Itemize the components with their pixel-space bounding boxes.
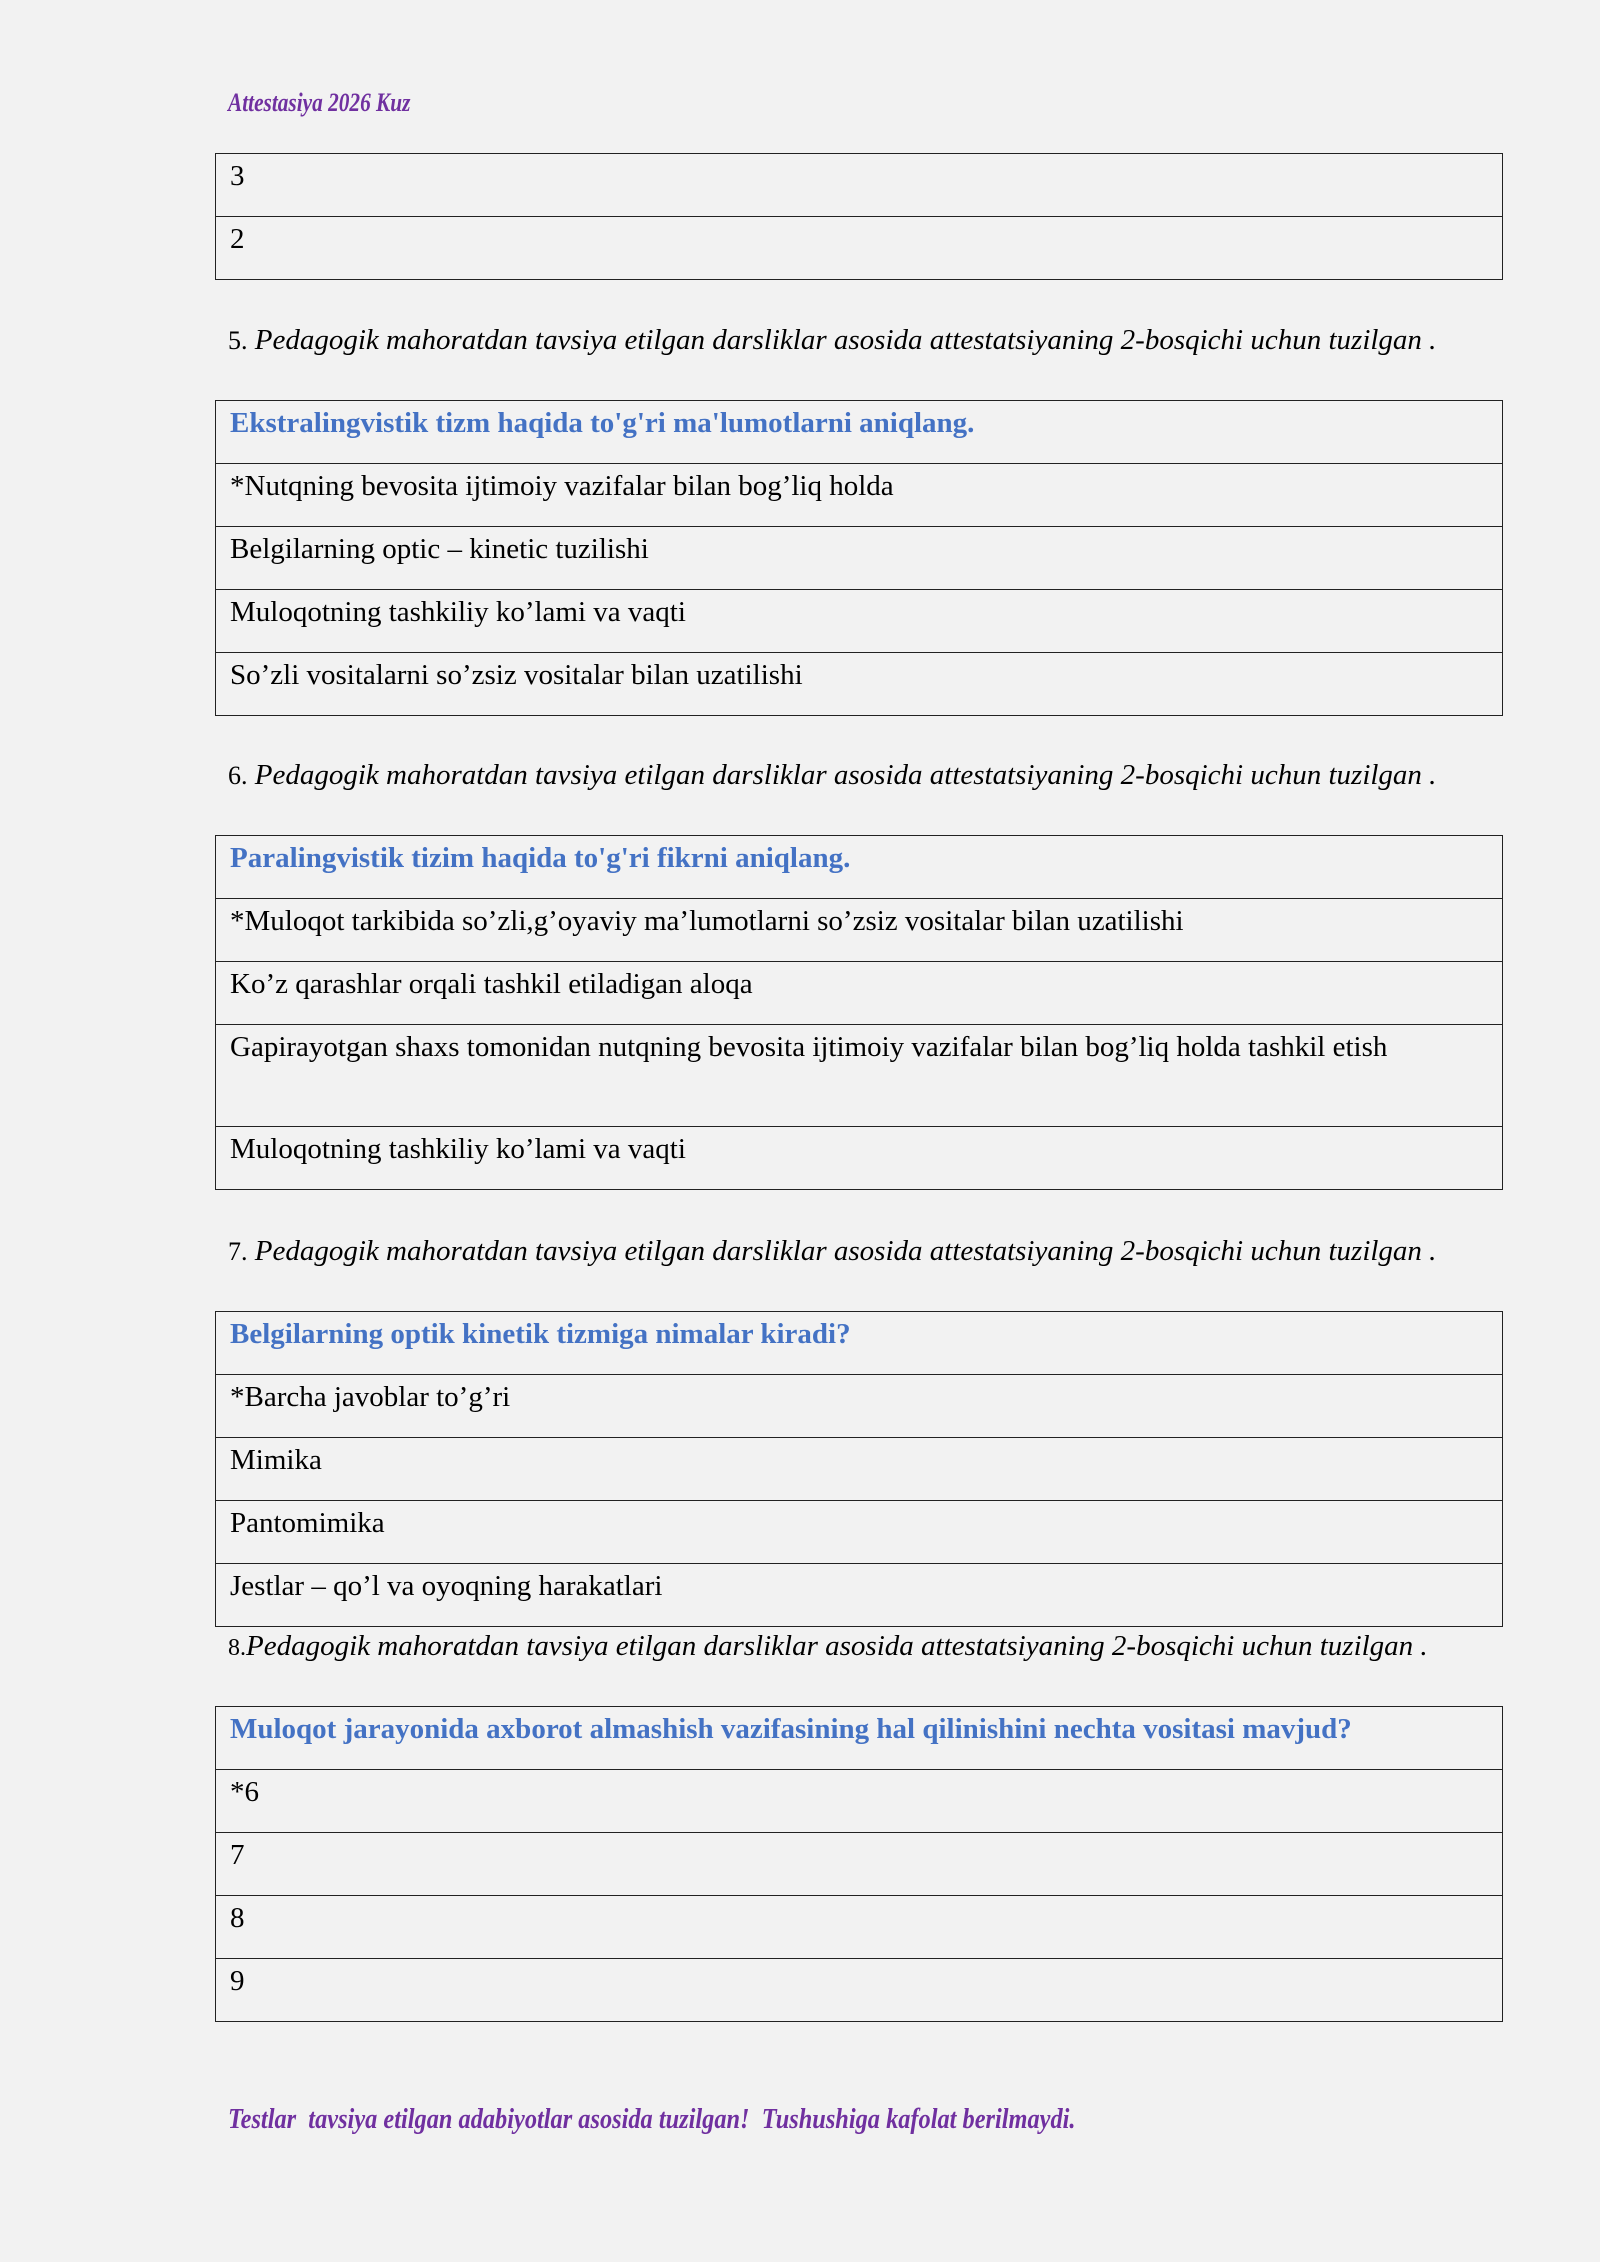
table-row: [216, 653, 1503, 716]
page-header: Attestasiya 2026 Kuz: [228, 88, 411, 117]
question-6-table: [215, 835, 1503, 1190]
table-row: [216, 836, 1503, 899]
answer-option: Ko’z qarashlar orqali tashkil etiladigan aloqa: [216, 962, 1503, 1025]
answer-option: 9: [216, 1959, 1503, 2022]
table-row: [216, 1564, 1503, 1627]
question-7-table: [215, 1311, 1503, 1627]
page-footer: Testlar tavsiya etilgan adabiyotlar asosida tuzilgan! Tushushiga kafolat berilmaydi.: [228, 2103, 1076, 2135]
question-title: Ekstralingvistik tizm haqida to'g'ri ma'lumotlarni aniqlang.: [216, 401, 1503, 464]
table-row: [216, 962, 1503, 1025]
answer-option: 3: [216, 154, 1503, 217]
answer-option: Pantomimika: [216, 1501, 1503, 1564]
table-row: [216, 1375, 1503, 1438]
answer-option: 7: [216, 1833, 1503, 1896]
answer-option: 8: [216, 1896, 1503, 1959]
answer-option: Mimika: [216, 1438, 1503, 1501]
table-row: [216, 1959, 1503, 2022]
previous-question-table: [215, 153, 1503, 280]
question-7-intro: [228, 1231, 1508, 1272]
table-row: [216, 1312, 1503, 1375]
question-title: Paralingvistik tizim haqida to'g'ri fikrni aniqlang.: [216, 836, 1503, 899]
question-title: Belgilarning optik kinetik tizmiga nimalar kiradi?: [216, 1312, 1503, 1375]
question-6-intro: [228, 755, 1508, 796]
question-5-table: [215, 400, 1503, 716]
question-number: 6.: [228, 761, 248, 790]
table-row: [216, 401, 1503, 464]
answer-option: Jestlar – qo’l va oyoqning harakatlari: [216, 1564, 1503, 1627]
answer-option: *6: [216, 1770, 1503, 1833]
table-row: [216, 1127, 1503, 1190]
table-row: [216, 1770, 1503, 1833]
table-row: [216, 1025, 1503, 1127]
answer-option: Muloqotning tashkiliy ko’lami va vaqti: [216, 1127, 1503, 1190]
answer-option: *Barcha javoblar to’g’ri: [216, 1375, 1503, 1438]
answer-option: Belgilarning optic – kinetic tuzilishi: [216, 527, 1503, 590]
question-8-table: [215, 1706, 1503, 2022]
question-8-intro: [228, 1626, 1508, 1668]
table-row: [216, 1833, 1503, 1896]
table-row: [216, 154, 1503, 217]
question-number: 5.: [228, 326, 248, 355]
answer-option: *Muloqot tarkibida so’zli,g’oyaviy ma’lumotlarni so’zsiz vositalar bilan uzatilishi: [216, 899, 1503, 962]
question-intro-text: Pedagogik mahoratdan tavsiya etilgan darsliklar asosida attestatsiyaning 2-bosqichi uchun tuzilgan .: [254, 1235, 1437, 1267]
question-5-intro: [228, 320, 1508, 361]
answer-option: 2: [216, 217, 1503, 280]
table-row: [216, 1896, 1503, 1959]
question-intro-text: Pedagogik mahoratdan tavsiya etilgan darsliklar asosida attestatsiyaning 2-bosqichi uchun tuzilgan .: [246, 1630, 1428, 1662]
table-row: [216, 527, 1503, 590]
table-row: [216, 1501, 1503, 1564]
question-intro-text: Pedagogik mahoratdan tavsiya etilgan darsliklar asosida attestatsiyaning 2-bosqichi uchun tuzilgan .: [254, 324, 1437, 356]
question-title: Muloqot jarayonida axborot almashish vazifasining hal qilinishini nechta vositasi mavjud?: [216, 1707, 1503, 1770]
table-row: [216, 217, 1503, 280]
table-row: [216, 464, 1503, 527]
table-row: [216, 1707, 1503, 1770]
answer-option: Muloqotning tashkiliy ko’lami va vaqti: [216, 590, 1503, 653]
table-row: [216, 1438, 1503, 1501]
question-intro-text: Pedagogik mahoratdan tavsiya etilgan darsliklar asosida attestatsiyaning 2-bosqichi uchun tuzilgan .: [254, 759, 1437, 791]
answer-option: Gapirayotgan shaxs tomonidan nutqning bevosita ijtimoiy vazifalar bilan bog’liq holda tashkil etish: [216, 1025, 1503, 1127]
answer-option: *Nutqning bevosita ijtimoiy vazifalar bilan bog’liq holda: [216, 464, 1503, 527]
table-row: [216, 590, 1503, 653]
question-number: 8.: [228, 1635, 246, 1661]
answer-option: So’zli vositalarni so’zsiz vositalar bilan uzatilishi: [216, 653, 1503, 716]
table-row: [216, 899, 1503, 962]
question-number: 7.: [228, 1237, 248, 1266]
